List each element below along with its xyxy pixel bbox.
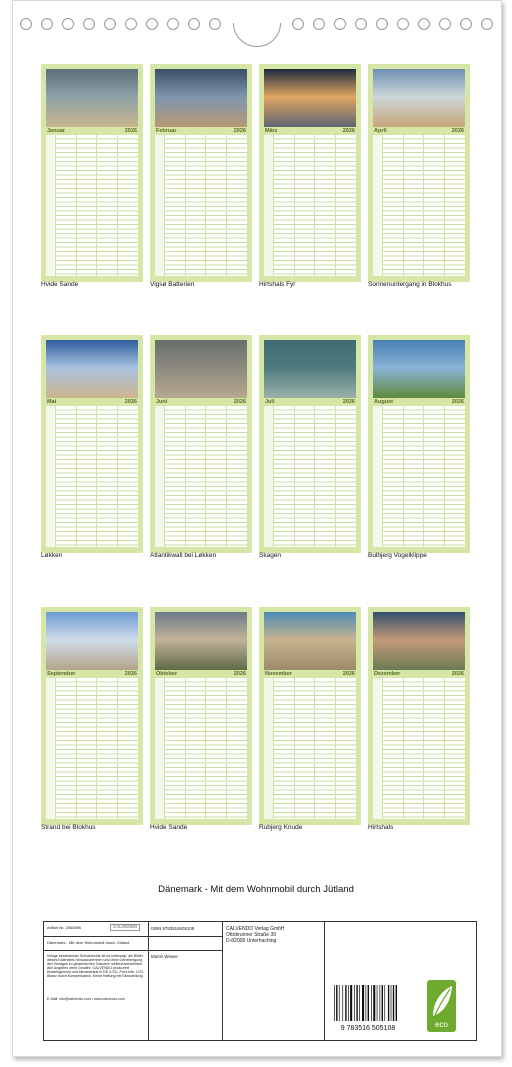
month-card (150, 607, 252, 825)
binding-ring (397, 18, 409, 30)
day-number-column (155, 406, 164, 547)
binding-ring (418, 18, 430, 30)
photo-caption: Atlantikwall bei Løkken (150, 552, 217, 559)
grid-column-line (226, 678, 227, 819)
barcode-bar (339, 985, 340, 1021)
day-number-column (155, 678, 164, 819)
binding-ring (481, 18, 493, 30)
photo-caption: Hirtshals Fyr (259, 281, 296, 288)
day-number-column (264, 678, 273, 819)
month-photo (373, 612, 465, 670)
day-number-column (46, 406, 55, 547)
barcode-bar (354, 985, 355, 1021)
binding-ring (146, 18, 158, 30)
month-year: 2026 (451, 399, 464, 405)
grid-column-line (403, 135, 404, 276)
eco-label: eco (435, 1020, 448, 1029)
month-name: Dezember (374, 671, 401, 677)
legal-text: Infolge bestehender Schutzrechte ist es untersagt, die Bilder dieses Kalenders herauszutrennen und ohne Genehmigung des Verlages zu gewerblichen Zwecken weiterzuverwenden. Alle Angaben ohne Gewähr. CALVENDO produziert bedarfsgerecht und klimaneutral in DE & EU. Print-info: CO2-Bilanz durch Kompensation. Keine Haftung bei Eilzustellung. (47, 954, 145, 979)
month-photo (155, 69, 247, 127)
binding-ring (460, 18, 472, 30)
grid-column-line (314, 406, 315, 547)
author: Martin Wewer (151, 954, 178, 959)
footer-divider (148, 922, 149, 1040)
month-year: 2026 (342, 671, 355, 677)
month-header (264, 398, 356, 406)
barcode-bar (371, 985, 372, 1021)
month-name: April (374, 128, 387, 134)
month-name: Februar (156, 128, 177, 134)
binding-ring (376, 18, 388, 30)
barcode-bar (377, 985, 378, 1021)
grid-column-line (335, 406, 336, 547)
month-card (259, 64, 361, 282)
month-card (368, 335, 470, 553)
barcode-bar (366, 985, 367, 1021)
month-card (41, 607, 143, 825)
day-number-column (155, 135, 164, 276)
month-name: Mai (47, 399, 57, 405)
month-card (41, 335, 143, 553)
month-year: 2026 (451, 671, 464, 677)
contact-text: E-Mail: info@calvendo.com • www.calvendo.com (47, 997, 125, 1001)
day-grid (373, 406, 465, 547)
grid-column-line (335, 678, 336, 819)
day-grid (373, 135, 465, 276)
photo-caption: Vigsø Batterien (150, 281, 195, 288)
photo-caption: Strand bei Blokhus (41, 824, 96, 831)
day-number-column (373, 406, 382, 547)
month-year: 2026 (124, 128, 137, 134)
day-grid (155, 678, 247, 819)
month-photo (264, 340, 356, 398)
day-grid (155, 406, 247, 547)
grid-column-line (164, 406, 165, 547)
publisher-line: Ottobrunner Straße 39 (226, 932, 277, 938)
month-header (264, 127, 356, 135)
day-grid (264, 406, 356, 547)
month-header (264, 670, 356, 678)
photo-caption: Hirtshals (368, 824, 394, 831)
photo-caption: Hvide Sande (150, 824, 188, 831)
month-name: August (374, 399, 393, 405)
grid-column-line (55, 678, 56, 819)
month-header (46, 398, 138, 406)
day-grid (373, 678, 465, 819)
month-name: Oktober (156, 671, 178, 677)
grid-column-line (382, 678, 383, 819)
month-header (155, 398, 247, 406)
grid-column-line (164, 678, 165, 819)
barcode-bar (334, 985, 335, 1021)
month-header (155, 127, 247, 135)
barcode-bar (362, 985, 364, 1021)
month-card (150, 335, 252, 553)
grid-column-line (423, 406, 424, 547)
grid-column-line (314, 135, 315, 276)
footer-divider (324, 922, 325, 1040)
grid-column-line (314, 678, 315, 819)
grid-column-line (403, 406, 404, 547)
month-photo (46, 340, 138, 398)
month-header (373, 398, 465, 406)
month-card (41, 64, 143, 282)
month-header (373, 127, 465, 135)
month-name: Juni (156, 399, 168, 405)
photo-caption: Hvide Sande (41, 281, 79, 288)
month-photo (155, 612, 247, 670)
month-year: 2026 (233, 128, 246, 134)
day-grid (46, 406, 138, 547)
grid-column-line (76, 406, 77, 547)
calvendo-logo: CALVENDO (110, 924, 140, 931)
binding-ring (292, 18, 304, 30)
grid-column-line (117, 678, 118, 819)
month-header (46, 670, 138, 678)
footer-box (43, 921, 477, 1041)
month-header (373, 670, 465, 678)
grid-column-line (117, 406, 118, 547)
month-card (368, 64, 470, 282)
grid-column-line (164, 135, 165, 276)
month-photo (46, 612, 138, 670)
day-grid (46, 135, 138, 276)
binding-rings (0, 13, 512, 35)
grid-column-line (117, 135, 118, 276)
binding-ring (188, 18, 200, 30)
day-number-column (46, 135, 55, 276)
barcode-number: 9 783516 505108 (340, 1025, 396, 1031)
barcode-bar (336, 985, 337, 1021)
grid-column-line (444, 406, 445, 547)
grid-column-line (444, 135, 445, 276)
month-header (155, 670, 247, 678)
grid-column-line (96, 678, 97, 819)
grid-column-line (205, 678, 206, 819)
barcode-bar (380, 985, 381, 1021)
barcode-bar (348, 985, 349, 1021)
day-number-column (264, 135, 273, 276)
month-name: Juli (265, 399, 275, 405)
grid-column-line (76, 678, 77, 819)
binding-ring (355, 18, 367, 30)
binding-ring (62, 18, 74, 30)
month-photo (264, 612, 356, 670)
day-grid (264, 135, 356, 276)
grid-column-line (226, 135, 227, 276)
grid-column-line (294, 135, 295, 276)
grid-column-line (273, 678, 274, 819)
month-name: März (265, 128, 278, 134)
footer-divider (222, 922, 223, 1040)
photo-caption: Løkken (41, 552, 63, 559)
barcode-bar (359, 985, 360, 1021)
month-photo (264, 69, 356, 127)
grid-column-line (96, 406, 97, 547)
month-year: 2026 (342, 399, 355, 405)
grid-column-line (423, 135, 424, 276)
barcode-bar (391, 985, 392, 1021)
grid-column-line (444, 678, 445, 819)
binding-ring (209, 18, 221, 30)
month-year: 2026 (124, 671, 137, 677)
grid-column-line (226, 406, 227, 547)
binding-ring (313, 18, 325, 30)
month-name: November (265, 671, 292, 677)
day-number-column (373, 678, 382, 819)
grid-column-line (382, 406, 383, 547)
grid-column-line (294, 406, 295, 547)
month-photo (155, 340, 247, 398)
month-card (259, 607, 361, 825)
grid-column-line (403, 678, 404, 819)
day-number-column (264, 406, 273, 547)
grid-column-line (55, 135, 56, 276)
isbn: ISBN 9783516505108 (151, 926, 195, 931)
article-number: Artikel Nr. 2560896 (47, 925, 82, 930)
grid-column-line (205, 135, 206, 276)
month-photo (373, 69, 465, 127)
month-year: 2026 (233, 399, 246, 405)
month-name: September (47, 671, 76, 677)
barcode-bar (345, 985, 346, 1021)
barcode-bar (350, 985, 352, 1021)
grid-column-line (273, 406, 274, 547)
grid-column-line (185, 406, 186, 547)
photo-caption: Sonnenuntergang in Blokhus (368, 281, 452, 288)
grid-column-line (76, 135, 77, 276)
binding-ring (439, 18, 451, 30)
barcode-bar (396, 985, 397, 1021)
grid-column-line (55, 406, 56, 547)
eco-badge (427, 980, 456, 1032)
photo-caption: Bulbjerg Vogelklippe (368, 552, 427, 559)
publisher-line: D-82008 Unterhaching (226, 938, 277, 944)
day-number-column (373, 135, 382, 276)
barcode-bar (384, 985, 385, 1021)
month-year: 2026 (451, 128, 464, 134)
leaf-icon (427, 980, 456, 1032)
day-number-column (46, 678, 55, 819)
grid-column-line (335, 135, 336, 276)
day-grid (264, 678, 356, 819)
binding-ring (20, 18, 32, 30)
binding-ring (41, 18, 53, 30)
binding-ring (104, 18, 116, 30)
month-year: 2026 (342, 128, 355, 134)
barcode-bar (382, 985, 383, 1021)
photo-caption: Skagen (259, 552, 282, 559)
barcode-bar (393, 985, 394, 1021)
photo-caption: Rubjerg Knude (259, 824, 303, 831)
month-photo (373, 340, 465, 398)
barcode-bar (356, 985, 357, 1021)
barcode (330, 983, 406, 1031)
barcode-bar (388, 985, 389, 1021)
binding-ring (125, 18, 137, 30)
barcode-bar (368, 985, 369, 1021)
grid-column-line (273, 135, 274, 276)
binding-ring (167, 18, 179, 30)
month-card (259, 335, 361, 553)
grid-column-line (185, 678, 186, 819)
month-photo (46, 69, 138, 127)
month-card (368, 607, 470, 825)
barcode-bars (334, 985, 397, 1021)
barcode-bar (373, 985, 375, 1021)
month-year: 2026 (233, 671, 246, 677)
footer-description: Dänemark - Mit dem Wohnmobil durch Jütland (47, 940, 130, 945)
grid-column-line (205, 406, 206, 547)
month-card (150, 64, 252, 282)
day-grid (46, 678, 138, 819)
month-year: 2026 (124, 399, 137, 405)
month-header (46, 127, 138, 135)
grid-column-line (185, 135, 186, 276)
grid-column-line (382, 135, 383, 276)
month-name: Januar (47, 128, 66, 134)
grid-column-line (96, 135, 97, 276)
binding-ring (334, 18, 346, 30)
calendar-title: Dänemark - Mit dem Wohnmobil durch Jütland (158, 884, 354, 895)
grid-column-line (423, 678, 424, 819)
day-grid (155, 135, 247, 276)
grid-column-line (294, 678, 295, 819)
publisher-line: CALVENDO Verlag GmbH (226, 926, 285, 932)
binding-ring (83, 18, 95, 30)
barcode-bar (342, 985, 343, 1021)
